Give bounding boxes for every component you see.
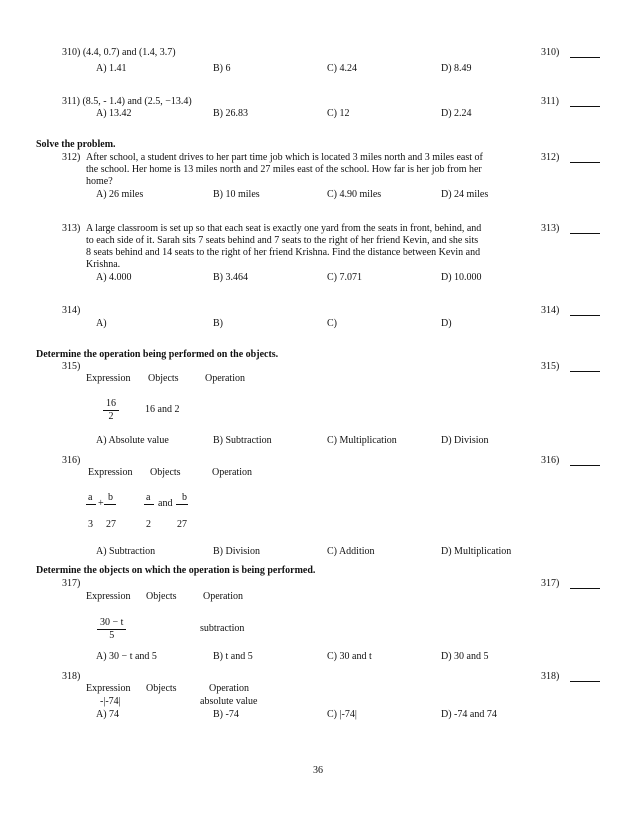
choice-d: D) 10.000 bbox=[441, 272, 482, 283]
answer-label: 317) bbox=[541, 578, 560, 589]
answer-label: 315) bbox=[541, 361, 560, 372]
answer-label: 313) bbox=[541, 223, 560, 234]
answer-blank[interactable] bbox=[570, 305, 600, 316]
column-header-objects: Objects bbox=[148, 373, 179, 384]
choice-d: D) -74 and 74 bbox=[441, 709, 497, 720]
answer-blank[interactable] bbox=[570, 361, 600, 372]
section-heading: Solve the problem. bbox=[36, 139, 116, 150]
denominator: 2 bbox=[108, 411, 114, 422]
objects-value: 16 and 2 bbox=[145, 404, 180, 415]
answer-blank[interactable] bbox=[570, 223, 600, 234]
answer-blank[interactable] bbox=[570, 578, 600, 589]
choice-d: D) 8.49 bbox=[441, 63, 472, 74]
question-number: 317) bbox=[62, 578, 81, 589]
column-header-operation: Operation bbox=[212, 467, 252, 478]
choice-c: C) Multiplication bbox=[327, 435, 397, 446]
column-header-operation: Operation bbox=[205, 373, 245, 384]
section-heading: Determine the objects on which the operation is being performed. bbox=[36, 565, 316, 576]
question-text-line: to each side of it. Sarah sits 7 seats behind and 7 seats to the right of her friend Kevin, and she sits bbox=[86, 235, 479, 246]
fraction-expression bbox=[103, 398, 119, 423]
objects-and: and bbox=[158, 498, 173, 509]
question-number: 318) bbox=[62, 671, 81, 682]
answer-label: 316) bbox=[541, 455, 560, 466]
choice-b: B) 3.464 bbox=[213, 272, 248, 283]
plus-sign: + bbox=[98, 498, 104, 509]
objects-numerator-b: b bbox=[182, 492, 187, 503]
fraction-bar bbox=[104, 504, 116, 505]
question-number: 313) bbox=[62, 223, 81, 234]
expression-denominator: 27 bbox=[106, 519, 116, 530]
question-text-line: home? bbox=[86, 176, 113, 187]
choice-a: A) 4.000 bbox=[96, 272, 132, 283]
choice-c: C) 4.24 bbox=[327, 63, 357, 74]
column-header-expression: Expression bbox=[86, 591, 131, 602]
choice-c: C) |-74| bbox=[327, 709, 357, 720]
question-311 bbox=[62, 96, 192, 108]
answer-blank[interactable] bbox=[570, 152, 600, 163]
question-310 bbox=[62, 47, 176, 59]
choice-b: B) Subtraction bbox=[213, 435, 272, 446]
answer-label: 310) bbox=[541, 47, 560, 58]
question-text-line: 8 seats behind and 14 seats to the right of her friend Krishna. Find the distance between Kevin and bbox=[86, 247, 481, 258]
choice-d: D) 30 and 5 bbox=[441, 651, 489, 662]
column-header-objects: Objects bbox=[146, 683, 177, 694]
answer-blank[interactable] bbox=[570, 455, 600, 466]
objects-numerator-a: a bbox=[146, 492, 151, 503]
choice-c: C) 7.071 bbox=[327, 272, 362, 283]
fraction-bar bbox=[144, 504, 154, 505]
expression-value: -|-74| bbox=[100, 696, 121, 707]
numerator: 30 − t bbox=[97, 617, 126, 630]
question-text-line: After school, a student drives to her part time job which is located 3 miles north and 3 miles east of bbox=[86, 152, 483, 163]
expression-numerator-b: b bbox=[108, 492, 113, 503]
choice-a: A) Absolute value bbox=[96, 435, 169, 446]
choice-b: B) bbox=[213, 318, 223, 329]
choice-b: B) 6 bbox=[213, 63, 231, 74]
fraction-bar bbox=[86, 504, 96, 505]
choice-b: B) 26.83 bbox=[213, 108, 248, 119]
choice-a: A) 30 − t and 5 bbox=[96, 651, 157, 662]
column-header-operation: Operation bbox=[203, 591, 243, 602]
operation-value: absolute value bbox=[200, 696, 258, 707]
answer-label: 312) bbox=[541, 152, 560, 163]
choice-c: C) 12 bbox=[327, 108, 350, 119]
choice-a: A) bbox=[96, 318, 107, 329]
column-header-operation: Operation bbox=[209, 683, 249, 694]
column-header-objects: Objects bbox=[150, 467, 181, 478]
choice-b: B) Division bbox=[213, 546, 260, 557]
question-text-line: A large classroom is set up so that each seat is exactly one yard from the seats in front, behind, and bbox=[86, 223, 482, 234]
page-number: 36 bbox=[313, 765, 323, 776]
question-number: 312) bbox=[62, 152, 81, 163]
choice-d: D) Division bbox=[441, 435, 489, 446]
objects-denominator: 27 bbox=[177, 519, 187, 530]
numerator: 16 bbox=[103, 398, 119, 411]
answer-label: 314) bbox=[541, 305, 560, 316]
objects-denominator: 2 bbox=[146, 519, 151, 530]
answer-blank[interactable] bbox=[570, 96, 600, 107]
fraction-expression bbox=[97, 617, 126, 642]
choice-a: A) 13.42 bbox=[96, 108, 132, 119]
question-number: 310) bbox=[62, 47, 81, 58]
choice-d: D) 2.24 bbox=[441, 108, 472, 119]
answer-blank[interactable] bbox=[570, 47, 600, 58]
question-text-line: the school. Her home is 13 miles north and 27 miles east of the school. How far is her job from her bbox=[86, 164, 482, 175]
section-heading: Determine the operation being performed on the objects. bbox=[36, 349, 279, 360]
column-header-expression: Expression bbox=[88, 467, 133, 478]
question-text: (8.5, - 1.4) and (2.5, −13.4) bbox=[82, 96, 192, 107]
answer-label: 318) bbox=[541, 671, 560, 682]
column-header-expression: Expression bbox=[86, 683, 131, 694]
fraction-bar bbox=[176, 504, 188, 505]
question-text: (4.4, 0.7) and (1.4, 3.7) bbox=[82, 47, 176, 58]
choice-c: C) 4.90 miles bbox=[327, 189, 382, 200]
question-number: 315) bbox=[62, 361, 81, 372]
denominator: 5 bbox=[109, 630, 115, 641]
question-text-line: Krishna. bbox=[86, 259, 121, 270]
choice-c: C) 30 and t bbox=[327, 651, 372, 662]
question-number: 311) bbox=[62, 96, 80, 107]
choice-c: C) Addition bbox=[327, 546, 375, 557]
choice-a: A) Subtraction bbox=[96, 546, 156, 557]
column-header-objects: Objects bbox=[146, 591, 177, 602]
choice-d: D) 24 miles bbox=[441, 189, 489, 200]
choice-b: B) -74 bbox=[213, 709, 239, 720]
column-header-expression: Expression bbox=[86, 373, 131, 384]
choice-d: D) Multiplication bbox=[441, 546, 512, 557]
expression-numerator-a: a bbox=[88, 492, 93, 503]
question-number: 314) bbox=[62, 305, 81, 316]
operation-value: subtraction bbox=[200, 623, 245, 634]
choice-a: A) 1.41 bbox=[96, 63, 127, 74]
choice-c: C) bbox=[327, 318, 337, 329]
question-number: 316) bbox=[62, 455, 81, 466]
expression-denominator: 3 bbox=[88, 519, 93, 530]
choice-b: B) t and 5 bbox=[213, 651, 253, 662]
choice-a: A) 74 bbox=[96, 709, 120, 720]
answer-label: 311) bbox=[541, 96, 559, 107]
choice-d: D) bbox=[441, 318, 452, 329]
choice-b: B) 10 miles bbox=[213, 189, 260, 200]
choice-a: A) 26 miles bbox=[96, 189, 144, 200]
answer-blank[interactable] bbox=[570, 671, 600, 682]
